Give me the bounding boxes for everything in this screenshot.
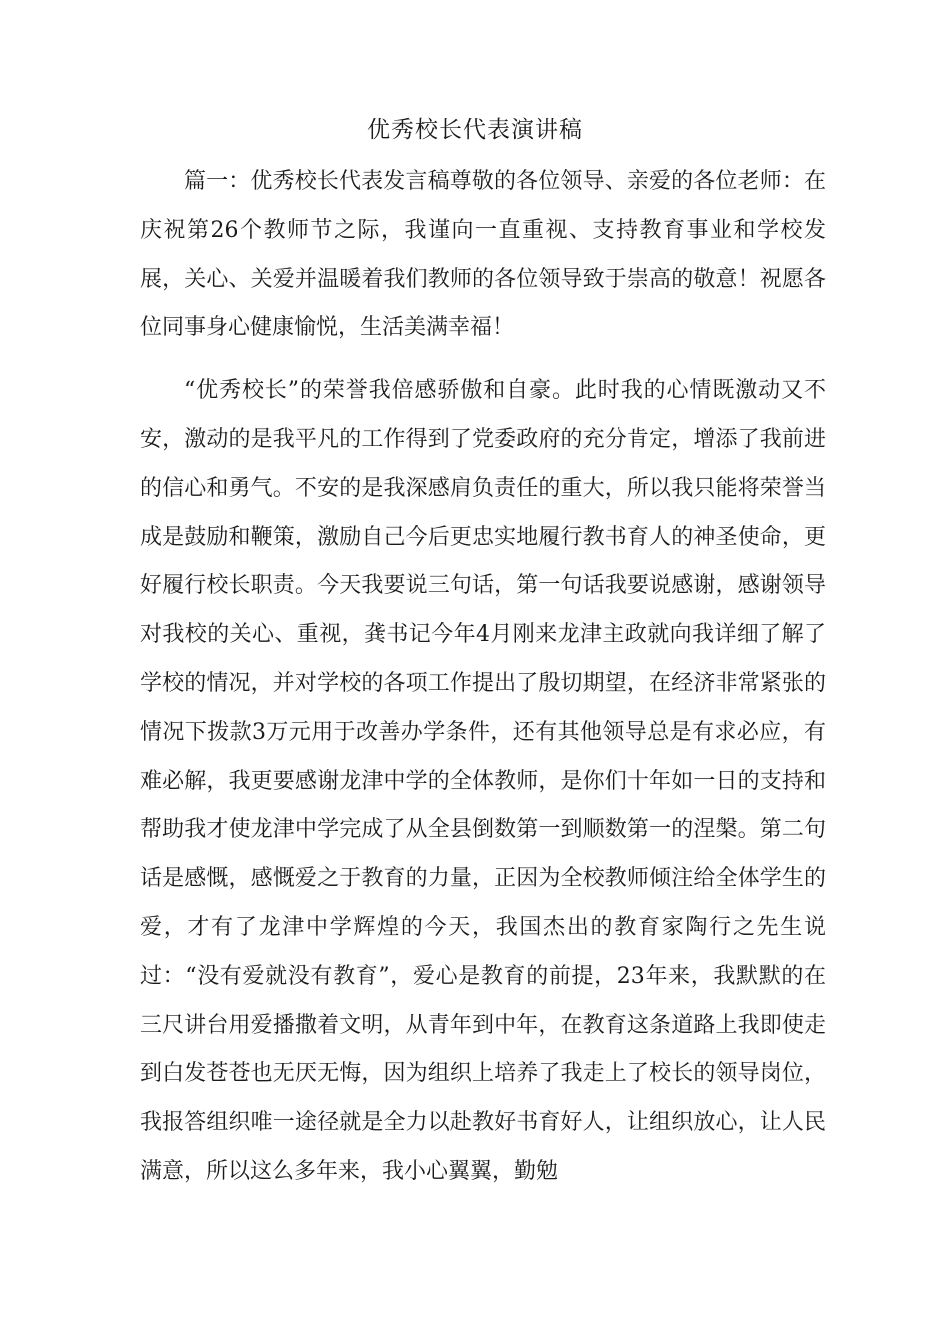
paragraph: “优秀校长”的荣誉我倍感骄傲和自豪。此时我的心情既激动又不安，激动的是我平凡的工作得到了党委政府的充分肯定，增添了我前进的信心和勇气。不安的是我深感肩负责任的重大，所以我只能将荣誉当成是鼓励和鞭策，激励自己今后更忠实地履行教书育人的神圣使命，更好履行校长职责。今天我要说三句话，第一句话我要说感谢，感谢领导对我校的关心、重视，龚书记今年4月刚来龙津主政就向我详细了解了学校的情况，并对学校的各项工作提出了殷切期望，在经济非常紧张的情况下拨款3万元用于改善办学条件，还有其他领导总是有求必应，有难必解，我更要感谢龙津中学的全体教师，是你们十年如一日的支持和帮助我才使龙津中学完成了从全县倒数第一到顺数第一的涅槃。第二句话是感慨，感慨爱之于教育的力量，正因为全校教师倾注给全体学生的爱，才有了龙津中学辉煌的今天，我国杰出的教育家陶行之先生说过：“没有爱就没有教育”，爱心是教育的前提，23年来，我默默的在三尺讲台用爱播撒着文明，从青年到中年，在教育这条道路上我即使走到白发苍苍也无厌无悔，因为组织上培养了我走上了校长的领导岗位，我报答组织唯一途径就是全力以赴教好书育好人，让组织放心，让人民满意，所以这么多年来，我小心翼翼，勤勉 (140, 378, 826, 1184)
document-title: 优秀校长代表演讲稿 (367, 117, 583, 143)
paragraph: 篇一：优秀校长代表发言稿尊敬的各位领导、亲爱的各位老师：在庆祝第26个教师节之际，我谨向一直重视、支持教育事业和学校发展，关心、关爱并温暖着我们教师的各位领导致于崇高的敬意！祝愿各位同事身心健康愉悦，生活美满幸福！ (140, 169, 826, 341)
document-body (140, 158, 826, 1197)
